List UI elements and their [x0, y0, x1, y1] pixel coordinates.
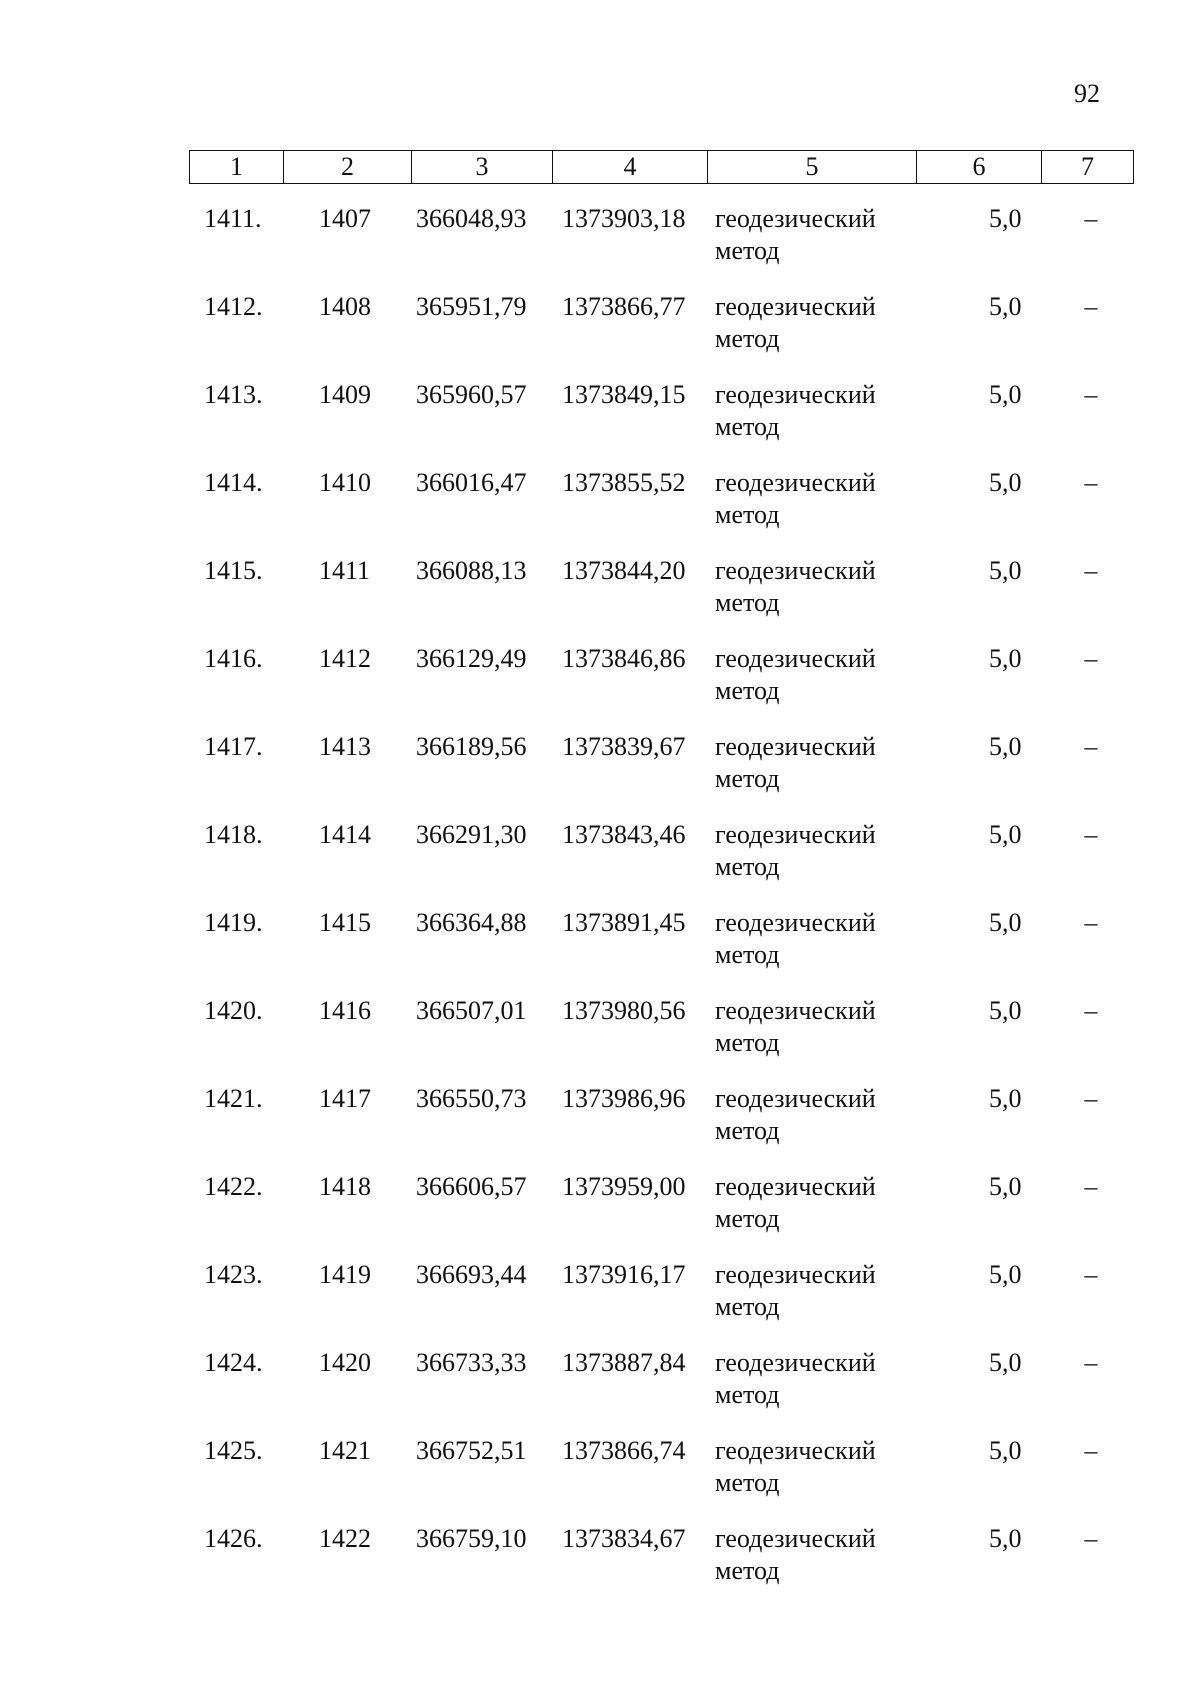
coordinate-y: 1373849,15 [562, 380, 686, 409]
coordinate-y: 1373846,86 [562, 644, 686, 673]
row-number: 1414. [204, 468, 263, 497]
point-id: 1422 [319, 1524, 371, 1553]
note: – [1084, 996, 1098, 1025]
point-id: 1407 [319, 204, 371, 233]
coordinate-x: 366189,56 [416, 732, 527, 761]
method-line-1: геодезический [715, 908, 876, 937]
note: – [1084, 908, 1098, 937]
row-number: 1415. [204, 556, 263, 585]
row-number: 1422. [204, 1172, 263, 1201]
accuracy-value: 5,0 [989, 908, 1022, 937]
coordinate-y: 1373986,96 [562, 1084, 686, 1113]
row-number: 1418. [204, 820, 263, 849]
coordinate-x: 366048,93 [416, 204, 527, 233]
method-line-2: метод [715, 1468, 780, 1497]
coordinate-x: 366606,57 [416, 1172, 527, 1201]
coordinate-y: 1373959,00 [562, 1172, 686, 1201]
table-header [189, 150, 1134, 184]
row-number: 1425. [204, 1436, 263, 1465]
point-id: 1409 [319, 380, 371, 409]
point-id: 1417 [319, 1084, 371, 1113]
row-number: 1420. [204, 996, 263, 1025]
table-row [189, 907, 1133, 995]
accuracy-value: 5,0 [989, 556, 1022, 585]
coordinate-x: 365960,57 [416, 380, 527, 409]
note: – [1084, 1524, 1098, 1553]
method-line-1: геодезический [715, 732, 876, 761]
accuracy-value: 5,0 [989, 1260, 1022, 1289]
method-line-2: метод [715, 1380, 780, 1409]
method-line-1: геодезический [715, 1260, 876, 1289]
row-number: 1424. [204, 1348, 263, 1377]
point-id: 1419 [319, 1260, 371, 1289]
method-line-1: геодезический [715, 644, 876, 673]
accuracy-value: 5,0 [989, 292, 1022, 321]
method [715, 467, 876, 531]
coordinate-y: 1373980,56 [562, 996, 686, 1025]
note: – [1084, 644, 1098, 673]
row-number: 1421. [204, 1084, 263, 1113]
coordinate-x: 366507,01 [416, 996, 527, 1025]
method-line-1: геодезический [715, 468, 876, 497]
method-line-1: геодезический [715, 292, 876, 321]
note: – [1084, 1172, 1098, 1201]
row-number: 1413. [204, 380, 263, 409]
row-number: 1411. [204, 204, 262, 233]
point-id: 1416 [319, 996, 371, 1025]
point-id: 1414 [319, 820, 371, 849]
header-cell-3: 3 [412, 151, 553, 184]
method-line-1: геодезический [715, 556, 876, 585]
point-id: 1413 [319, 732, 371, 761]
note: – [1084, 292, 1098, 321]
point-id: 1411 [319, 556, 371, 585]
method-line-2: метод [715, 1292, 780, 1321]
point-id: 1410 [319, 468, 371, 497]
method [715, 819, 876, 883]
coordinate-y: 1373844,20 [562, 556, 686, 585]
method-line-2: метод [715, 676, 780, 705]
coordinate-y: 1373843,46 [562, 820, 686, 849]
coordinate-y: 1373891,45 [562, 908, 686, 937]
method-line-1: геодезический [715, 380, 876, 409]
table-row [189, 995, 1133, 1083]
coordinate-x: 366752,51 [416, 1436, 527, 1465]
method [715, 731, 876, 795]
page-number: 92 [1074, 79, 1100, 108]
method-line-2: метод [715, 324, 780, 353]
point-id: 1420 [319, 1348, 371, 1377]
coordinate-y: 1373887,84 [562, 1348, 686, 1377]
method [715, 1259, 876, 1323]
method-line-2: метод [715, 1204, 780, 1233]
accuracy-value: 5,0 [989, 1084, 1022, 1113]
method [715, 907, 876, 971]
accuracy-value: 5,0 [989, 1436, 1022, 1465]
coordinate-x: 366693,44 [416, 1260, 527, 1289]
coordinate-x: 366550,73 [416, 1084, 527, 1113]
method-line-1: геодезический [715, 1524, 876, 1553]
table-row [189, 1083, 1133, 1171]
row-number: 1426. [204, 1524, 263, 1553]
coordinate-x: 366088,13 [416, 556, 527, 585]
row-number: 1423. [204, 1260, 263, 1289]
row-number: 1416. [204, 644, 263, 673]
table-row [189, 291, 1133, 379]
note: – [1084, 820, 1098, 849]
coordinate-x: 365951,79 [416, 292, 527, 321]
note: – [1084, 1084, 1098, 1113]
method-line-1: геодезический [715, 204, 876, 233]
header-cell-5: 5 [708, 151, 917, 184]
header-cell-7: 7 [1042, 151, 1134, 184]
method-line-2: метод [715, 236, 780, 265]
note: – [1084, 732, 1098, 761]
coordinate-y: 1373839,67 [562, 732, 686, 761]
accuracy-value: 5,0 [989, 1348, 1022, 1377]
method-line-2: метод [715, 1116, 780, 1145]
note: – [1084, 1260, 1098, 1289]
table-body [189, 203, 1133, 1611]
method-line-2: метод [715, 1028, 780, 1057]
accuracy-value: 5,0 [989, 468, 1022, 497]
header-cell-2: 2 [284, 151, 412, 184]
table-row [189, 1171, 1133, 1259]
table-row [189, 1259, 1133, 1347]
coordinate-y: 1373866,77 [562, 292, 686, 321]
note: – [1084, 556, 1098, 585]
method [715, 643, 876, 707]
table-row [189, 467, 1133, 555]
note: – [1084, 204, 1098, 233]
point-id: 1418 [319, 1172, 371, 1201]
coordinate-x: 366016,47 [416, 468, 527, 497]
accuracy-value: 5,0 [989, 380, 1022, 409]
method [715, 1083, 876, 1147]
table-row [189, 819, 1133, 907]
coordinate-y: 1373834,67 [562, 1524, 686, 1553]
row-number: 1419. [204, 908, 263, 937]
point-id: 1421 [319, 1436, 371, 1465]
accuracy-value: 5,0 [989, 644, 1022, 673]
coordinate-y: 1373855,52 [562, 468, 686, 497]
header-cell-1: 1 [190, 151, 284, 184]
method-line-2: метод [715, 764, 780, 793]
method [715, 555, 876, 619]
method-line-1: геодезический [715, 1436, 876, 1465]
coordinate-y: 1373866,74 [562, 1436, 686, 1465]
table-row [189, 379, 1133, 467]
method-line-1: геодезический [715, 996, 876, 1025]
coordinate-x: 366291,30 [416, 820, 527, 849]
coordinate-x: 366759,10 [416, 1524, 527, 1553]
method [715, 203, 876, 267]
coordinate-y: 1373903,18 [562, 204, 686, 233]
accuracy-value: 5,0 [989, 996, 1022, 1025]
note: – [1084, 468, 1098, 497]
method-line-1: геодезический [715, 1084, 876, 1113]
accuracy-value: 5,0 [989, 1524, 1022, 1553]
coordinate-x: 366129,49 [416, 644, 527, 673]
header-cell-6: 6 [917, 151, 1042, 184]
point-id: 1408 [319, 292, 371, 321]
coordinate-y: 1373916,17 [562, 1260, 686, 1289]
method-line-1: геодезический [715, 820, 876, 849]
method [715, 1347, 876, 1411]
table-row [189, 1523, 1133, 1611]
table-row [189, 1435, 1133, 1523]
note: – [1084, 1436, 1098, 1465]
method [715, 1523, 876, 1587]
table-row [189, 555, 1133, 643]
row-number: 1417. [204, 732, 263, 761]
method-line-2: метод [715, 412, 780, 441]
accuracy-value: 5,0 [989, 1172, 1022, 1201]
point-id: 1412 [319, 644, 371, 673]
table-row [189, 203, 1133, 291]
method-line-1: геодезический [715, 1348, 876, 1377]
method-line-2: метод [715, 852, 780, 881]
header-cell-4: 4 [553, 151, 708, 184]
method-line-2: метод [715, 940, 780, 969]
accuracy-value: 5,0 [989, 820, 1022, 849]
method [715, 1171, 876, 1235]
coordinate-x: 366733,33 [416, 1348, 527, 1377]
method [715, 379, 876, 443]
accuracy-value: 5,0 [989, 204, 1022, 233]
method-line-2: метод [715, 588, 780, 617]
method [715, 291, 876, 355]
table-row [189, 1347, 1133, 1435]
method [715, 995, 876, 1059]
note: – [1084, 1348, 1098, 1377]
point-id: 1415 [319, 908, 371, 937]
table-row [189, 731, 1133, 819]
method-line-2: метод [715, 500, 780, 529]
table-row [189, 643, 1133, 731]
accuracy-value: 5,0 [989, 732, 1022, 761]
row-number: 1412. [204, 292, 263, 321]
method [715, 1435, 876, 1499]
coordinate-x: 366364,88 [416, 908, 527, 937]
method-line-1: геодезический [715, 1172, 876, 1201]
method-line-2: метод [715, 1556, 780, 1585]
note: – [1084, 380, 1098, 409]
